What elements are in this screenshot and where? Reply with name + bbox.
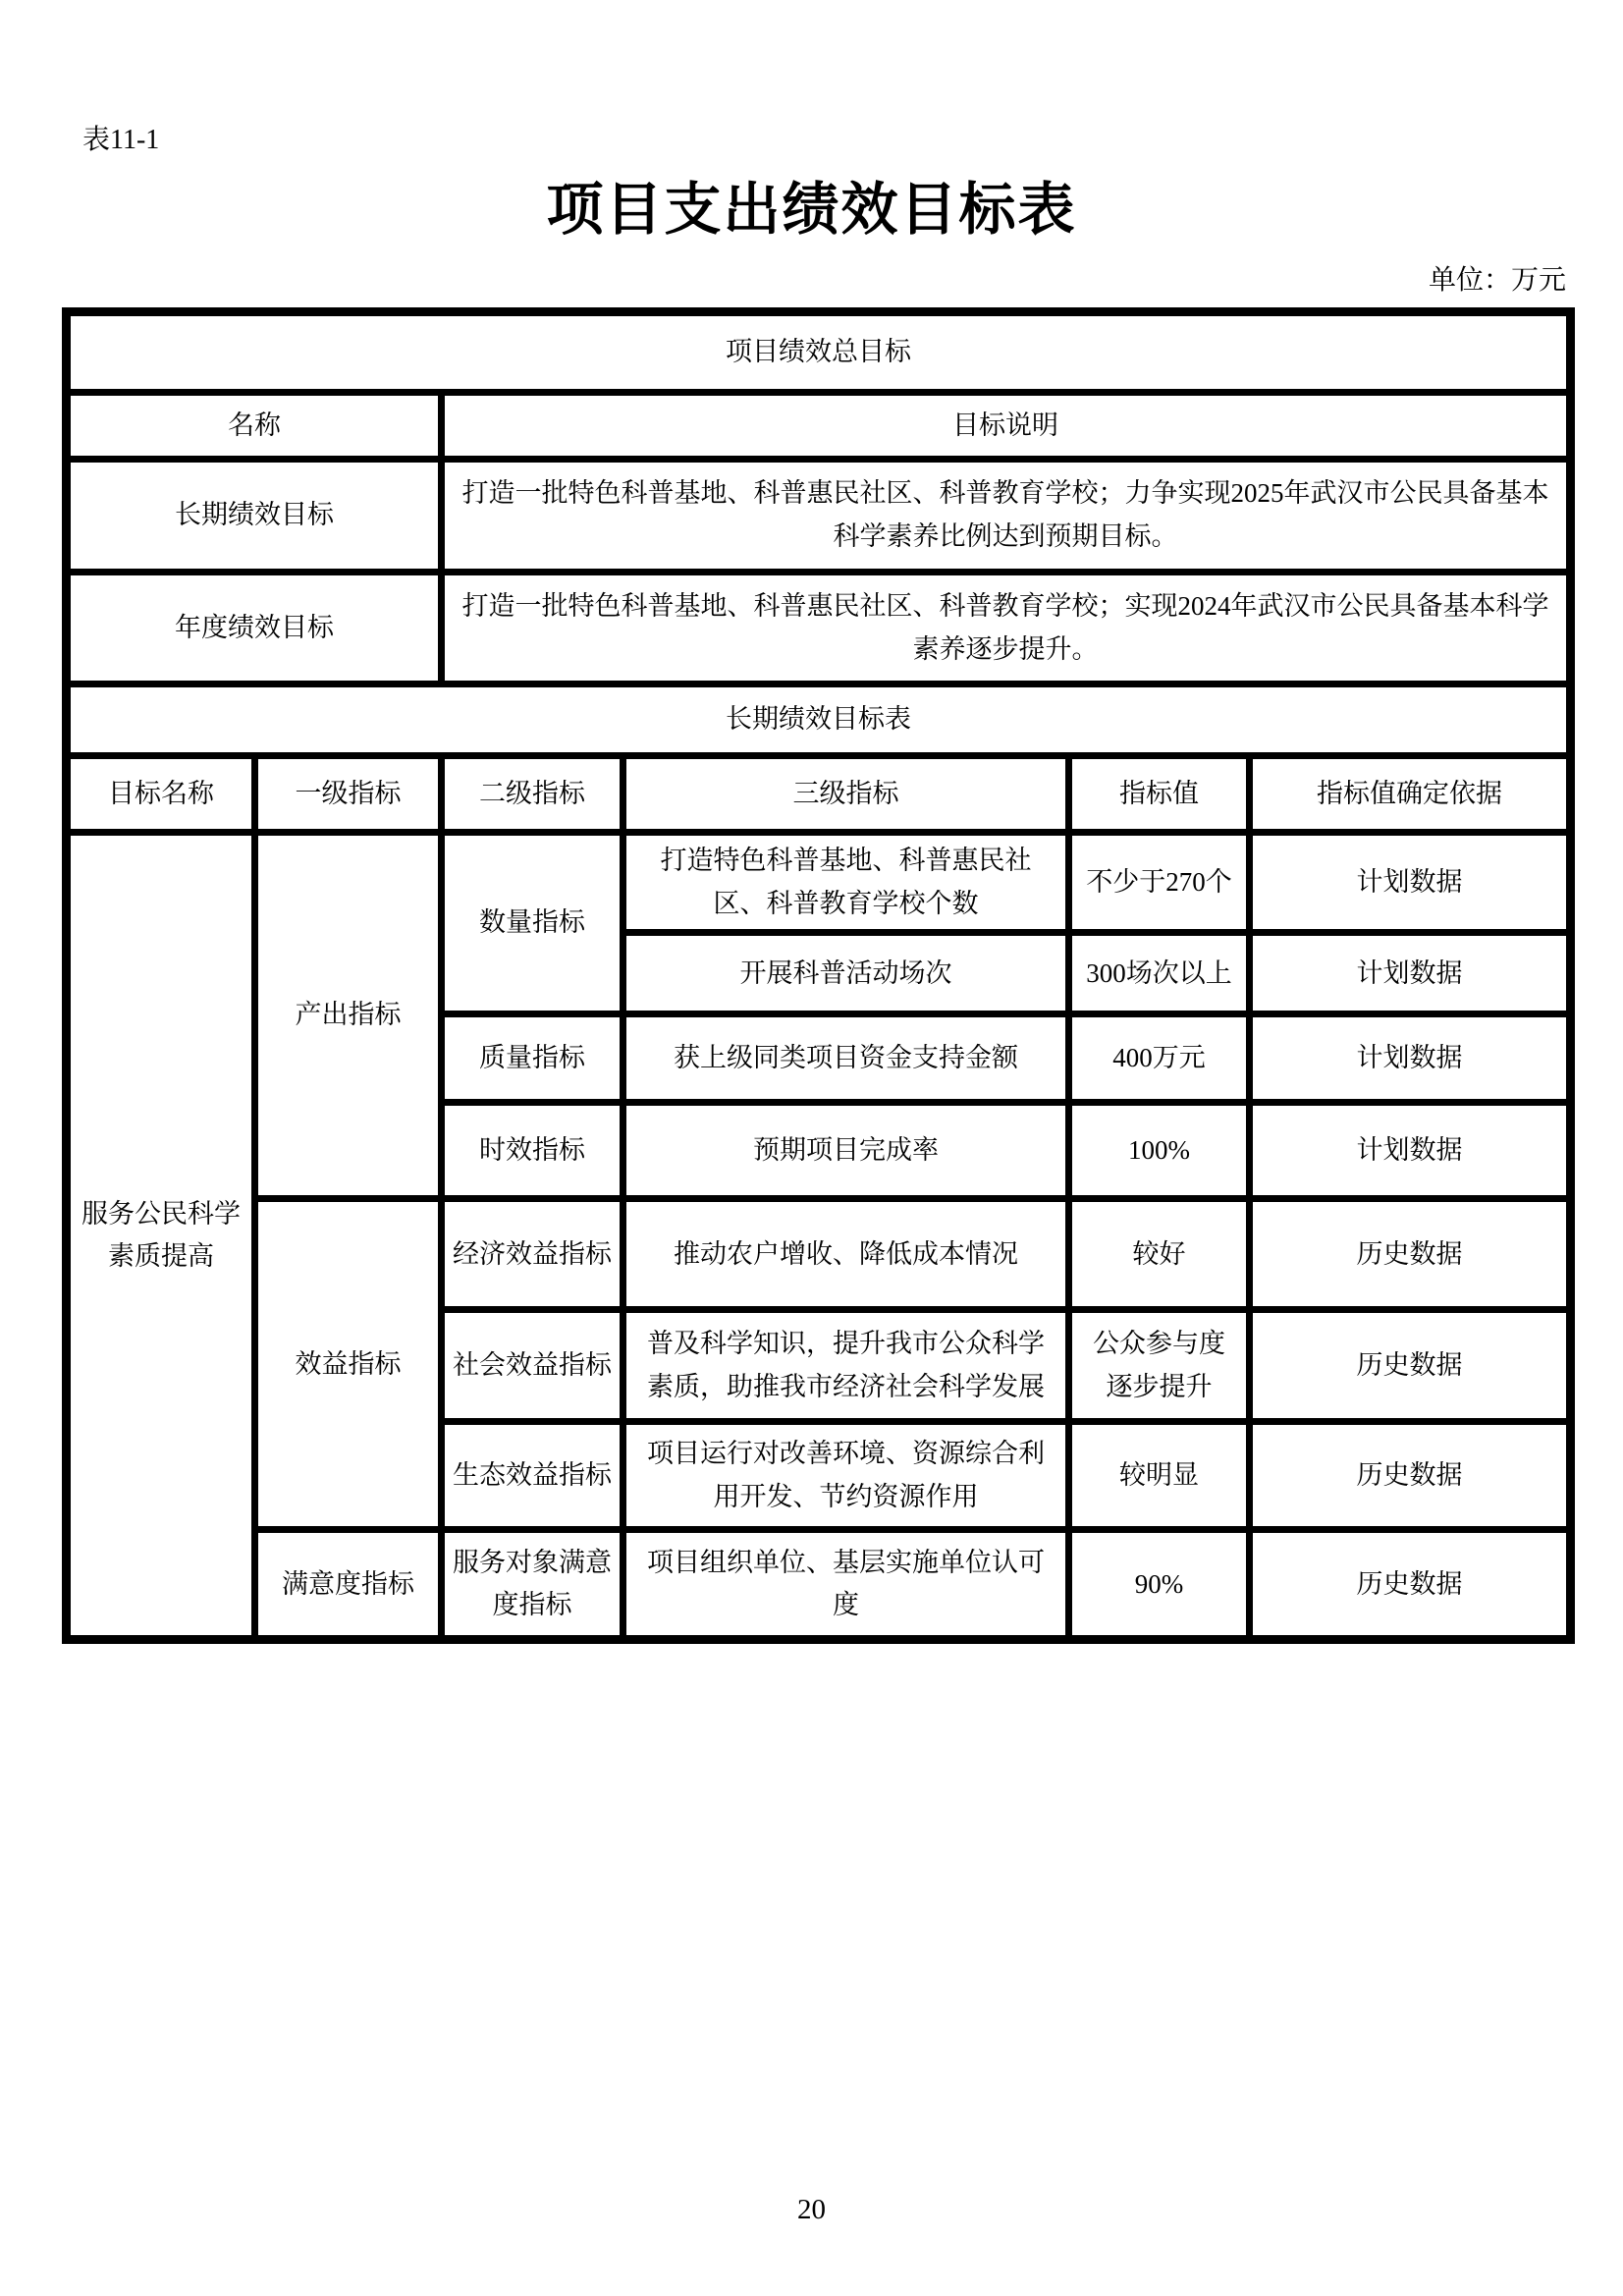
- indicator-value-cell: 300场次以上: [1069, 933, 1250, 1014]
- name-column-header-cell: 名称: [67, 393, 442, 460]
- indicator-row: [67, 833, 1571, 933]
- annual-goal-row: [67, 573, 1571, 684]
- indicator-value-cell: 较好: [1069, 1199, 1250, 1310]
- level3-indicator-cell: 普及科学知识，提升我市公众科学素质，助推我市经济社会科学发展: [623, 1310, 1069, 1422]
- level2-indicator-cell: 社会效益指标: [442, 1310, 623, 1422]
- form-number-label: 表11-1: [82, 125, 160, 155]
- level3-indicator-cell: 获上级同类项目资金支持金额: [623, 1014, 1069, 1103]
- column-header-level2: 二级指标: [442, 756, 623, 833]
- level2-indicator-cell: 质量指标: [442, 1014, 623, 1103]
- longterm-table-title-row: [67, 684, 1571, 756]
- level3-indicator-cell: 项目组织单位、基层实施单位认可度: [623, 1530, 1069, 1640]
- overall-columns-row: [67, 393, 1571, 460]
- value-basis-cell: 历史数据: [1250, 1199, 1571, 1310]
- value-basis-cell: 计划数据: [1250, 1014, 1571, 1103]
- value-basis-cell: 计划数据: [1250, 833, 1571, 933]
- page-number: 20: [797, 2194, 826, 2225]
- level2-indicator-cell: 服务对象满意度指标: [442, 1530, 623, 1640]
- overall-goal-header-row: [67, 312, 1571, 393]
- annual-goal-name-cell: 年度绩效目标: [67, 573, 442, 684]
- column-header-value: 指标值: [1069, 756, 1250, 833]
- goal-desc-column-header-cell: 目标说明: [442, 393, 1571, 460]
- level2-indicator-cell: 经济效益指标: [442, 1199, 623, 1310]
- level3-indicator-cell: 开展科普活动场次: [623, 933, 1069, 1014]
- level1-indicator-cell: 效益指标: [255, 1199, 442, 1530]
- longterm-goal-desc-cell: 打造一批特色科普基地、科普惠民社区、科普教育学校；力争实现2025年武汉市公民具备基本科学素养比例达到预期目标。: [442, 460, 1571, 573]
- column-header-level3: 三级指标: [623, 756, 1069, 833]
- column-header-level1: 一级指标: [255, 756, 442, 833]
- performance-target-table: [62, 307, 1575, 1644]
- document-title: 项目支出绩效目标表: [546, 178, 1077, 242]
- indicator-value-cell: 不少于270个: [1069, 833, 1250, 933]
- longterm-goal-name-cell: 长期绩效目标: [67, 460, 442, 573]
- indicator-row: [67, 1530, 1571, 1640]
- indicator-value-cell: 400万元: [1069, 1014, 1250, 1103]
- level3-indicator-cell: 打造特色科普基地、科普惠民社区、科普教育学校个数: [623, 833, 1069, 933]
- level3-indicator-cell: 推动农户增收、降低成本情况: [623, 1199, 1069, 1310]
- column-header-goal-name: 目标名称: [67, 756, 255, 833]
- value-basis-cell: 计划数据: [1250, 1103, 1571, 1199]
- value-basis-cell: 历史数据: [1250, 1530, 1571, 1640]
- indicator-value-cell: 公众参与度逐步提升: [1069, 1310, 1250, 1422]
- level2-indicator-cell: 时效指标: [442, 1103, 623, 1199]
- level1-indicator-cell: 满意度指标: [255, 1530, 442, 1640]
- overall-goal-header-cell: 项目绩效总目标: [67, 312, 1571, 393]
- indicator-row: [67, 1199, 1571, 1310]
- column-header-basis: 指标值确定依据: [1250, 756, 1571, 833]
- longterm-goal-row: [67, 460, 1571, 573]
- level2-indicator-cell: 生态效益指标: [442, 1422, 623, 1530]
- level2-indicator-cell: 数量指标: [442, 833, 623, 1014]
- goal-name-cell: 服务公民科学素质提高: [67, 833, 255, 1640]
- indicator-value-cell: 100%: [1069, 1103, 1250, 1199]
- level3-indicator-cell: 项目运行对改善环境、资源综合利用开发、节约资源作用: [623, 1422, 1069, 1530]
- unit-note: 单位：万元: [1428, 265, 1566, 296]
- value-basis-cell: 计划数据: [1250, 933, 1571, 1014]
- indicator-columns-row: [67, 756, 1571, 833]
- annual-goal-desc-cell: 打造一批特色科普基地、科普惠民社区、科普教育学校；实现2024年武汉市公民具备基本科学素养逐步提升。: [442, 573, 1571, 684]
- indicator-value-cell: 较明显: [1069, 1422, 1250, 1530]
- level3-indicator-cell: 预期项目完成率: [623, 1103, 1069, 1199]
- value-basis-cell: 历史数据: [1250, 1310, 1571, 1422]
- longterm-table-title-cell: 长期绩效目标表: [67, 684, 1571, 756]
- indicator-value-cell: 90%: [1069, 1530, 1250, 1640]
- level1-indicator-cell: 产出指标: [255, 833, 442, 1199]
- value-basis-cell: 历史数据: [1250, 1422, 1571, 1530]
